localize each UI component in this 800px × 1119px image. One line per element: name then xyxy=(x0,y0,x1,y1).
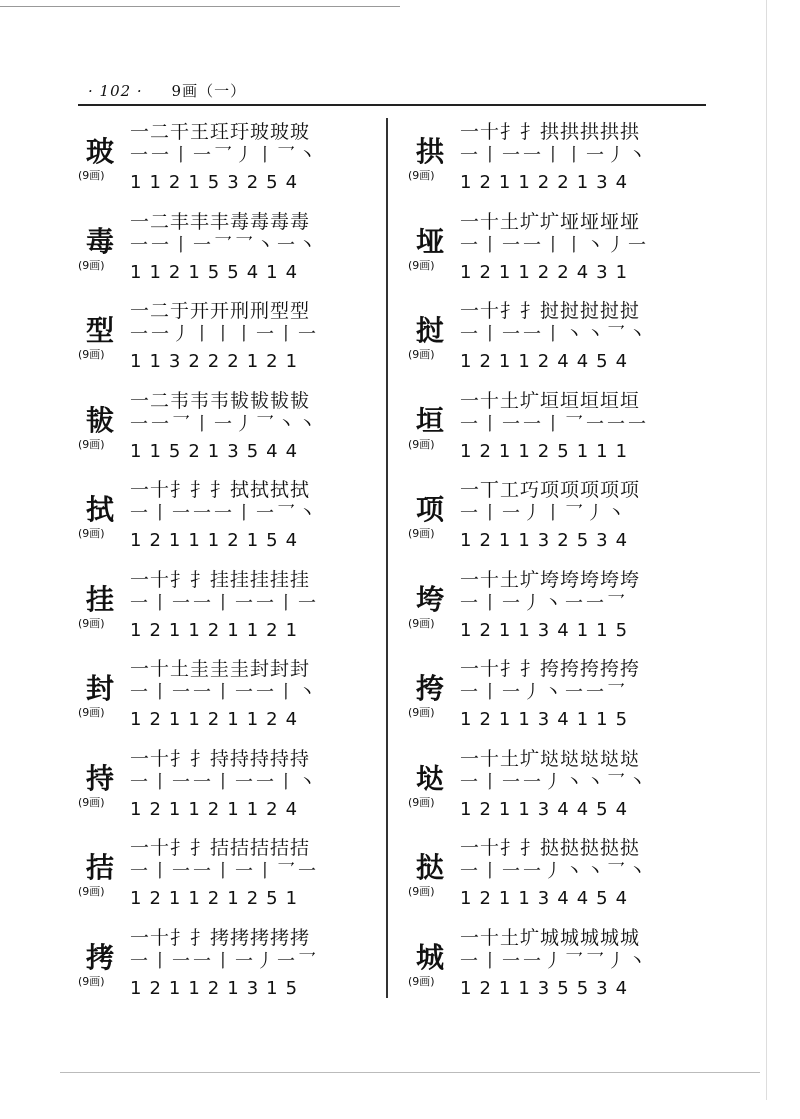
stroke-shapes: 一丨一一丨一一丨一 xyxy=(130,592,319,614)
stroke-shapes: 一一乛丨一丿乛丶丶 xyxy=(130,413,319,435)
column-divider xyxy=(386,118,388,998)
stroke-codes: 121125111 xyxy=(460,440,636,462)
stroke-shapes: 一丨一一一丨一乛丶 xyxy=(130,503,319,524)
stroke-sequence: 一十扌扌拱拱拱拱拱 xyxy=(460,121,641,143)
stroke-count-tag: (9画) xyxy=(78,258,105,272)
char-entry xyxy=(78,387,378,477)
char-entry xyxy=(408,655,708,745)
stroke-sequence: 一十土圹垮垮垮垮垮 xyxy=(460,568,641,591)
entry-char: 挞 xyxy=(416,851,445,884)
stroke-count-tag: (9画) xyxy=(408,169,435,182)
page-edge-line xyxy=(766,0,767,1100)
right-column xyxy=(408,118,708,1013)
stroke-codes: 121134115 xyxy=(460,619,636,641)
stroke-count-tag: (9画) xyxy=(78,437,105,451)
stroke-shapes: 一丨一一丨丨丶丿一 xyxy=(460,234,649,256)
stroke-sequence: 一十扌扌挞挞挞挞挞 xyxy=(460,837,641,859)
stroke-count-tag: (9画) xyxy=(408,974,435,988)
stroke-shapes: 一丨一丿丨乛丿丶 xyxy=(460,503,628,524)
stroke-codes: 112155414 xyxy=(130,261,306,283)
stroke-shapes: 一丨一一丨一丿一乛 xyxy=(130,950,319,972)
char-entry xyxy=(408,476,708,566)
entry-char: 型 xyxy=(86,314,115,347)
stroke-count-tag: (9画) xyxy=(78,348,105,361)
stroke-shapes: 一丨一一丿乛乛丿丶 xyxy=(460,950,649,972)
left-column xyxy=(78,118,378,1013)
entry-char: 挎 xyxy=(416,672,445,705)
entry-char: 拮 xyxy=(86,851,115,884)
stroke-shapes: 一丨一丿丶一一乛 xyxy=(460,592,628,614)
bottom-scan-rule xyxy=(60,1072,760,1073)
stroke-shapes: 一丨一一丨一丨乛一 xyxy=(130,861,319,882)
stroke-codes: 121121315 xyxy=(130,977,306,999)
stroke-codes: 112153254 xyxy=(130,172,306,193)
char-entry xyxy=(408,745,708,835)
entry-char: 挂 xyxy=(86,582,115,616)
stroke-count-tag: (9画) xyxy=(78,616,105,630)
stroke-codes: 121132534 xyxy=(460,530,636,551)
stroke-codes: 115213544 xyxy=(130,440,306,462)
entry-char: 挝 xyxy=(416,314,445,347)
stroke-codes: 121121124 xyxy=(130,798,306,820)
stroke-sequence: 一二干王玨玗玻玻玻 xyxy=(130,121,311,143)
entry-char: 项 xyxy=(416,493,445,526)
stroke-sequence: 一丅工巧项项项项项 xyxy=(460,479,641,501)
header-rule xyxy=(78,104,706,106)
stroke-shapes: 一一丨一乛乛丶一丶 xyxy=(130,234,319,256)
stroke-sequence: 一十扌扌拷拷拷拷拷 xyxy=(130,926,311,949)
stroke-count-tag: (9画) xyxy=(78,527,105,540)
stroke-sequence: 一十扌扌挎挎挎挎挎 xyxy=(460,658,641,680)
stroke-shapes: 一丨一一丿丶丶乛丶 xyxy=(460,771,649,793)
entry-char: 玻 xyxy=(86,135,115,168)
stroke-shapes: 一丨一一丨丨一丿丶 xyxy=(460,145,649,166)
entry-char: 封 xyxy=(86,672,115,705)
stroke-codes: 121124454 xyxy=(460,351,636,372)
page-header xyxy=(88,80,246,101)
stroke-codes: 121112154 xyxy=(130,530,306,551)
stroke-count-tag: (9画) xyxy=(408,527,435,540)
char-entry xyxy=(408,118,708,208)
char-entry xyxy=(78,655,378,745)
stroke-count-tag: (9画) xyxy=(78,706,105,719)
stroke-sequence: 一二于开开刑刑型型 xyxy=(130,300,311,322)
stroke-sequence: 一十土圹垯垯垯垯垯 xyxy=(460,747,641,770)
stroke-codes: 121122134 xyxy=(460,172,636,193)
entry-char: 韨 xyxy=(86,403,115,437)
stroke-codes: 121122431 xyxy=(460,261,636,283)
char-entry xyxy=(408,834,708,924)
entry-char: 拭 xyxy=(86,493,115,526)
stroke-sequence: 一十土圭圭圭封封封 xyxy=(130,658,311,680)
stroke-codes: 121135534 xyxy=(460,977,636,999)
entry-char: 城 xyxy=(416,940,445,974)
entry-char: 垯 xyxy=(416,761,445,795)
entry-char: 拱 xyxy=(416,135,445,168)
top-scan-rule xyxy=(0,6,400,7)
stroke-shapes: 一一丨一乛丿丨乛丶 xyxy=(130,145,319,166)
stroke-sequence: 一十扌扌扌拭拭拭拭 xyxy=(130,479,311,501)
stroke-count-tag: (9画) xyxy=(78,795,105,809)
stroke-count-tag: (9画) xyxy=(408,706,435,719)
stroke-shapes: 一丨一丿丶一一乛 xyxy=(460,682,628,703)
char-entry xyxy=(408,566,708,656)
entry-char: 毒 xyxy=(86,224,115,258)
char-entry xyxy=(78,924,378,1014)
stroke-codes: 121134454 xyxy=(460,798,636,820)
char-entry xyxy=(408,924,708,1014)
stroke-count-tag: (9画) xyxy=(78,169,105,182)
stroke-count-tag: (9画) xyxy=(408,348,435,361)
stroke-count-tag: (9画) xyxy=(78,885,105,898)
stroke-count-tag: (9画) xyxy=(408,616,435,630)
stroke-count-tag: (9画) xyxy=(408,795,435,809)
stroke-sequence: 一二丰丰丰毒毒毒毒 xyxy=(130,210,311,233)
stroke-shapes: 一丨一一丨一一丨丶 xyxy=(130,771,319,793)
char-entry xyxy=(78,297,378,387)
stroke-count-tag: (9画) xyxy=(78,974,105,988)
stroke-sequence: 一十土圹垣垣垣垣垣 xyxy=(460,389,641,412)
char-entry xyxy=(408,387,708,477)
stroke-count-tag: (9画) xyxy=(408,885,435,898)
stroke-shapes: 一丨一一丨一一丨丶 xyxy=(130,682,319,703)
stroke-codes: 113222121 xyxy=(130,351,306,372)
stroke-shapes: 一丨一一丨丶丶乛丶 xyxy=(460,324,649,345)
char-entry xyxy=(408,208,708,298)
section-title: 9画（一） xyxy=(171,82,247,100)
entry-char: 垣 xyxy=(416,403,445,437)
entry-char: 拷 xyxy=(86,940,115,974)
stroke-shapes: 一丨一一丿丶丶乛丶 xyxy=(460,861,649,882)
stroke-codes: 121121251 xyxy=(130,888,306,909)
char-entry xyxy=(78,476,378,566)
stroke-count-tag: (9画) xyxy=(408,437,435,451)
stroke-shapes: 一丨一一丨乛一一一 xyxy=(460,413,649,435)
char-entry xyxy=(408,297,708,387)
stroke-shapes: 一一丿丨丨丨一丨一 xyxy=(130,324,319,345)
stroke-codes: 121121121 xyxy=(130,619,306,641)
stroke-sequence: 一十扌扌挂挂挂挂挂 xyxy=(130,568,311,591)
stroke-codes: 121134454 xyxy=(460,888,636,909)
stroke-count-tag: (9画) xyxy=(408,258,435,272)
stroke-sequence: 一二韦韦韦韨韨韨韨 xyxy=(130,389,311,412)
char-entry xyxy=(78,118,378,208)
page-number: · 102 · xyxy=(88,82,143,100)
stroke-codes: 121134115 xyxy=(460,709,636,730)
stroke-sequence: 一十土圹圹垭垭垭垭 xyxy=(460,210,641,233)
stroke-sequence: 一十扌扌拮拮拮拮拮 xyxy=(130,837,311,859)
entry-char: 持 xyxy=(86,761,115,795)
stroke-sequence: 一十土圹城城城城城 xyxy=(460,926,641,949)
entry-char: 垭 xyxy=(416,224,445,258)
stroke-codes: 121121124 xyxy=(130,709,306,730)
char-entry xyxy=(78,208,378,298)
stroke-sequence: 一十扌扌挝挝挝挝挝 xyxy=(460,300,641,322)
char-entry xyxy=(78,834,378,924)
char-entry xyxy=(78,745,378,835)
entry-char: 垮 xyxy=(416,582,445,616)
char-entry xyxy=(78,566,378,656)
stroke-sequence: 一十扌扌持持持持持 xyxy=(130,747,311,770)
